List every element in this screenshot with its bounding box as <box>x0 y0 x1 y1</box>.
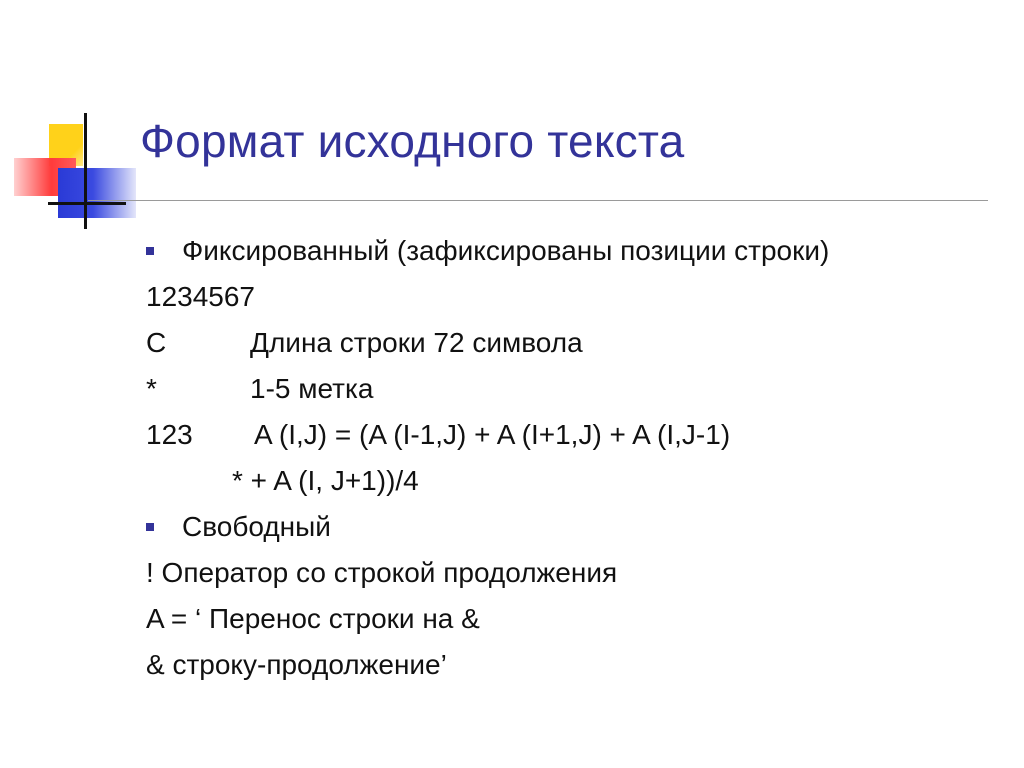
line-text: A = ‘ Перенос строки на & <box>146 603 480 634</box>
blue-square-shape <box>58 168 136 218</box>
line-label: 123 <box>146 419 193 450</box>
text-line <box>146 320 1006 366</box>
line-text: & строку-продолжение’ <box>146 649 447 680</box>
bullet-icon <box>146 523 154 531</box>
decorative-logo <box>0 0 150 240</box>
bullet-text: Фиксированный (зафиксированы позиции строки) <box>182 235 830 266</box>
bullet-item <box>146 228 1006 274</box>
line-text: ! Оператор со строкой продолжения <box>146 557 618 588</box>
text-line <box>146 550 1006 596</box>
text-line <box>146 274 1006 320</box>
line-text: A (I,J) = (A (I-1,J) + A (I+1,J) + A (I,J-1) <box>254 419 731 450</box>
line-text: * + A (I, J+1))/4 <box>232 465 419 496</box>
horizontal-line-shape <box>48 202 126 205</box>
text-line <box>146 366 1006 412</box>
text-line <box>146 412 1006 458</box>
slide-title: Формат исходного текста <box>140 115 685 167</box>
line-label: C <box>146 327 167 358</box>
text-line <box>146 642 1006 688</box>
text-line <box>146 458 1006 504</box>
title-divider <box>88 200 988 201</box>
line-text: Длина строки 72 символа <box>250 327 583 358</box>
line-text: 1-5 метка <box>250 373 374 404</box>
vertical-line-shape <box>84 113 87 229</box>
bullet-icon <box>146 247 154 255</box>
bullet-item <box>146 504 1006 550</box>
line-label: * <box>146 373 157 404</box>
text-line <box>146 596 1006 642</box>
bullet-text: Свободный <box>182 511 331 542</box>
slide-content <box>146 228 1006 688</box>
line-text: 1234567 <box>146 281 256 312</box>
